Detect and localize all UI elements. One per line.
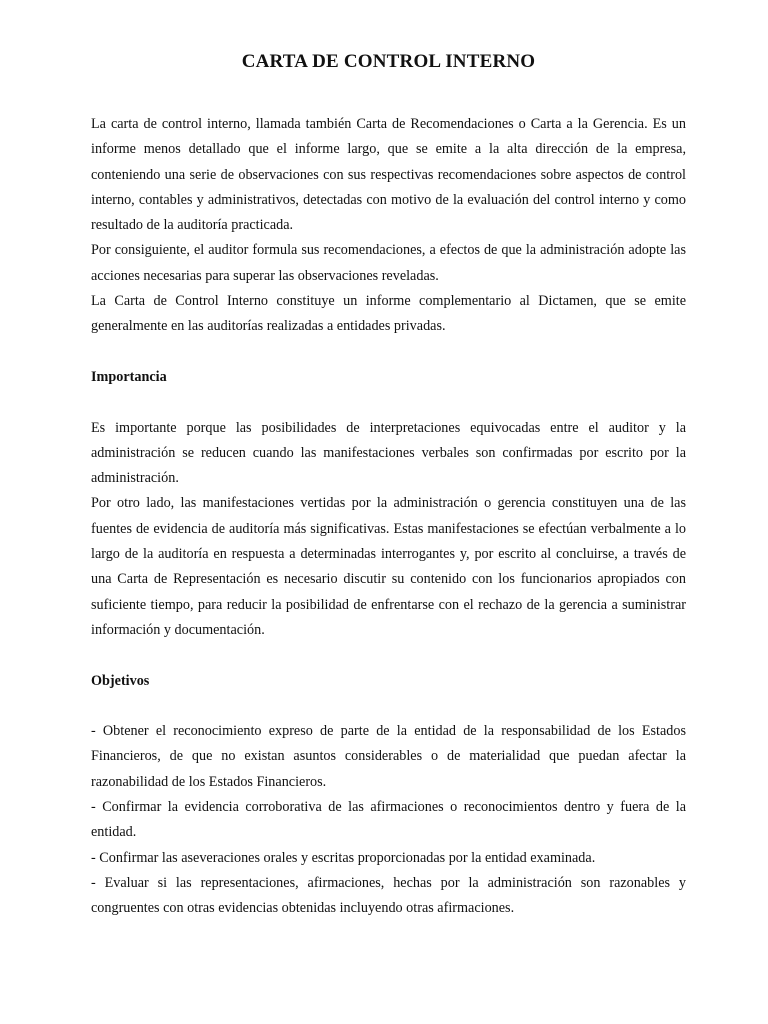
spacer [91, 694, 686, 719]
document-title: CARTA DE CONTROL INTERNO [241, 51, 536, 72]
intro-paragraph-3: La Carta de Control Interno constituye un informe complementario al Dictamen, que se emite generalmente en las auditorías realizadas a entidades privadas. [91, 293, 686, 335]
objetivos-heading: Objetivos [91, 672, 150, 689]
spacer [91, 340, 686, 365]
objetivo-item-4: - Evaluar si las representaciones, afirmaciones, hechas por la administración son razonables y congruentes con otras evidencias obtenidas incluyendo otras afirmaciones. [91, 874, 686, 917]
intro-section [91, 112, 686, 340]
importancia-paragraph-2: Por otro lado, las manifestaciones vertidas por la administración o gerencia constituyen una de las fuentes de evidencia de auditoría más significativas. Estas manifestaciones se efectúan verbalmente a lo largo de la auditoría en respuesta a determinadas interrogantes y, por escrito al concluirse, a través de una Carta de Representación es necesario discutir su contenido con los funcionarios apropiados con suficiente tiempo, para reducir la posibilidad de enfrentarse con el rechazo de la gerencia a suministrar información y documentación. [91, 495, 686, 638]
importancia-section [91, 365, 686, 643]
importancia-heading: Importancia [91, 368, 167, 385]
objetivo-item-1: - Obtener el reconocimiento expreso de parte de la entidad de la responsabilidad de los Estados Financieros, de que no existan asuntos considerables o de materialidad que puedan afectar la razonabilidad de los Estados Financieros. [91, 723, 686, 790]
importancia-paragraph-1: Es importante porque las posibilidades de interpretaciones equivocadas entre el auditor y la administración se reducen cuando las manifestaciones verbales son confirmadas por escrito por la administración. [91, 419, 686, 487]
objetivo-item-2: - Confirmar la evidencia corroborativa de las afirmaciones o reconocimientos dentro y fuera de la entidad. [91, 799, 686, 841]
intro-paragraph-2: Por consiguiente, el auditor formula sus recomendaciones, a efectos de que la administración adopte las acciones necesarias para superar las observaciones reveladas. [91, 242, 686, 284]
spacer [91, 643, 686, 668]
objetivos-section [91, 669, 686, 922]
intro-paragraph-1: La carta de control interno, llamada también Carta de Recomendaciones o Carta a la Gerencia. Es un informe menos detallado que el informe largo, que se emite a la alta dirección de la empresa, conteniendo una serie de observaciones con sus respectivas recomendaciones sobre aspectos de control interno, contables y administrativos, detectadas con motivo de la evaluación del control interno y como resultado de la auditoría practicada. [91, 116, 686, 234]
objetivo-item-3: - Confirmar las aseveraciones orales y escritas proporcionadas por la entidad examinada. [91, 849, 596, 866]
spacer [91, 390, 686, 415]
